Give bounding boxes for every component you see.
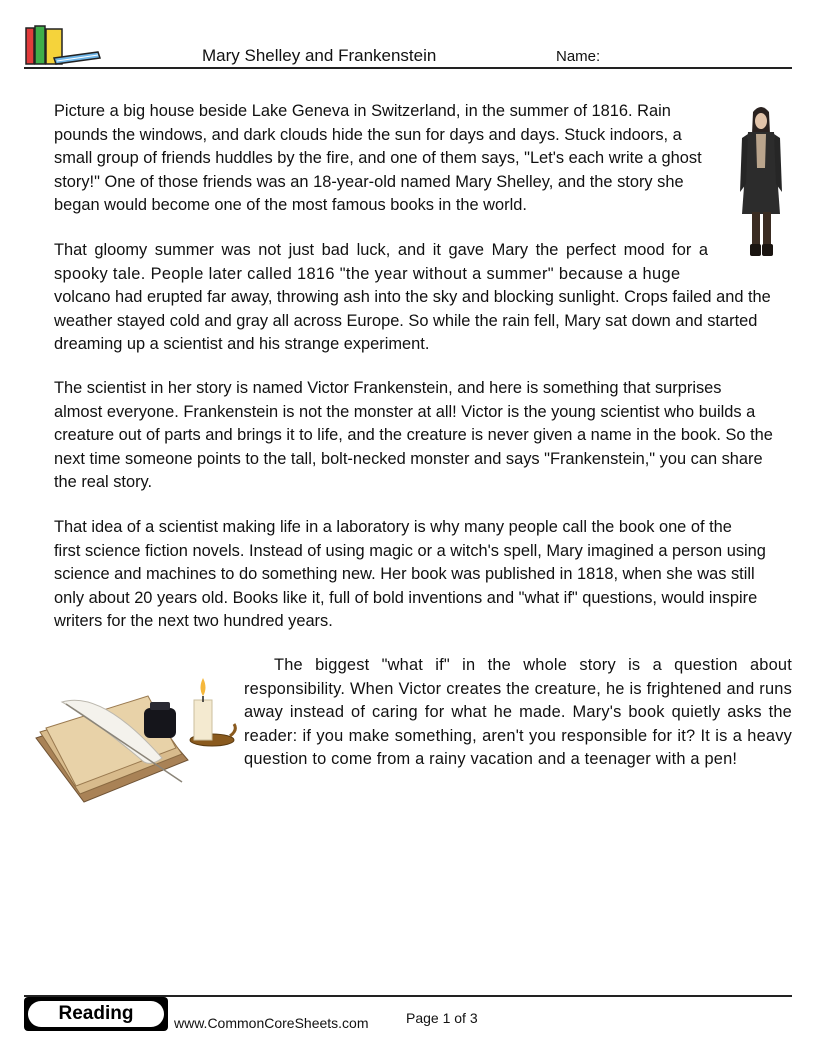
page-title: Mary Shelley and Frankenstein <box>202 46 437 65</box>
paragraph-line: science and machines to do something new. Her book was published in 1818, when she was still <box>54 565 755 583</box>
paragraph-line: Picture a big house beside Lake Geneva in Switzerland, in the summer of 1816. Rain <box>54 102 671 120</box>
paragraph-line: small group of friends huddles by the fire, and one of them says, "Let's each write a ghost <box>54 149 702 167</box>
reading-badge <box>24 997 168 1031</box>
paragraph-line: That idea of a scientist making life in a laboratory is why many people call the book one of the <box>54 518 732 536</box>
paragraph-2 <box>24 239 792 357</box>
paragraph-line: almost everyone. Frankenstein is not the monster at all! Victor is the young scientist who builds a <box>54 402 756 421</box>
paragraph-line: the real story. <box>54 473 153 491</box>
paragraph-3 <box>24 377 792 495</box>
books-icon <box>24 24 102 68</box>
paragraph-line: That gloomy summer was not just bad luck, and it gave Mary the perfect mood for a <box>54 241 708 259</box>
worksheet-header <box>24 24 792 70</box>
paragraph-5: The biggest "what if" in the whole story is a question about responsibility. When Victor creates the creature, he is frightened and runs away instead of caring for what he made. Mary's book quietly asks the reader: if you make something, aren't you responsible for it? It is a heavy question to come from a rainy vacation and a teenager with a pen! <box>244 656 792 768</box>
header-divider <box>24 67 792 69</box>
paragraph-line: pounds the windows, and dark clouds hide the sun for days and days. Stuck indoors, a <box>54 125 682 144</box>
paragraph-line: first science fiction novels. Instead of using magic or a witch's spell, Mary imagined a person using <box>54 541 766 560</box>
paragraph-line: next time someone points to the tall, bolt-necked monster and says "Frankenstein," you can share <box>54 449 763 468</box>
page-number: Page 1 of 3 <box>406 1010 478 1026</box>
paragraph-line: began would become one of the most famous books in the world. <box>54 196 527 214</box>
site-url: www.CommonCoreSheets.com <box>174 1015 369 1031</box>
paragraph-line: weather stayed cold and gray all across Europe. So while the rain fell, Mary sat down and started <box>54 311 758 330</box>
paragraph-line: creature out of parts and brings it to life, and the creature is never given a name in the book. So the <box>54 426 773 444</box>
standing-figure-illustration <box>734 104 788 260</box>
paragraph-line: writers for the next two hundred years. <box>54 612 333 630</box>
paragraph-line: only about 20 years old. Books like it, full of bold inventions and "what if" questions, would inspire <box>54 588 758 607</box>
name-label: Name: <box>556 48 601 65</box>
paragraph-line: The scientist in her story is named Victor Frankenstein, and here is something that surprises <box>54 379 722 397</box>
paragraph-line: dreaming up a scientist and his strange experiment. <box>54 335 430 353</box>
paragraph-4 <box>24 516 792 634</box>
reading-badge-label: Reading <box>28 1001 164 1027</box>
paragraph-line: volcano had erupted far away, throwing ash into the sky and blocking sunlight. Crops failed and the <box>54 288 771 306</box>
paragraph-1 <box>24 100 716 218</box>
paragraph-line: story!" One of those friends was an 18-year-old named Mary Shelley, and the story she <box>54 172 684 191</box>
paragraph-line: spooky tale. People later called 1816 "the year without a summer" because a huge <box>54 264 681 283</box>
quill-inkwell-candle-illustration <box>32 662 238 810</box>
